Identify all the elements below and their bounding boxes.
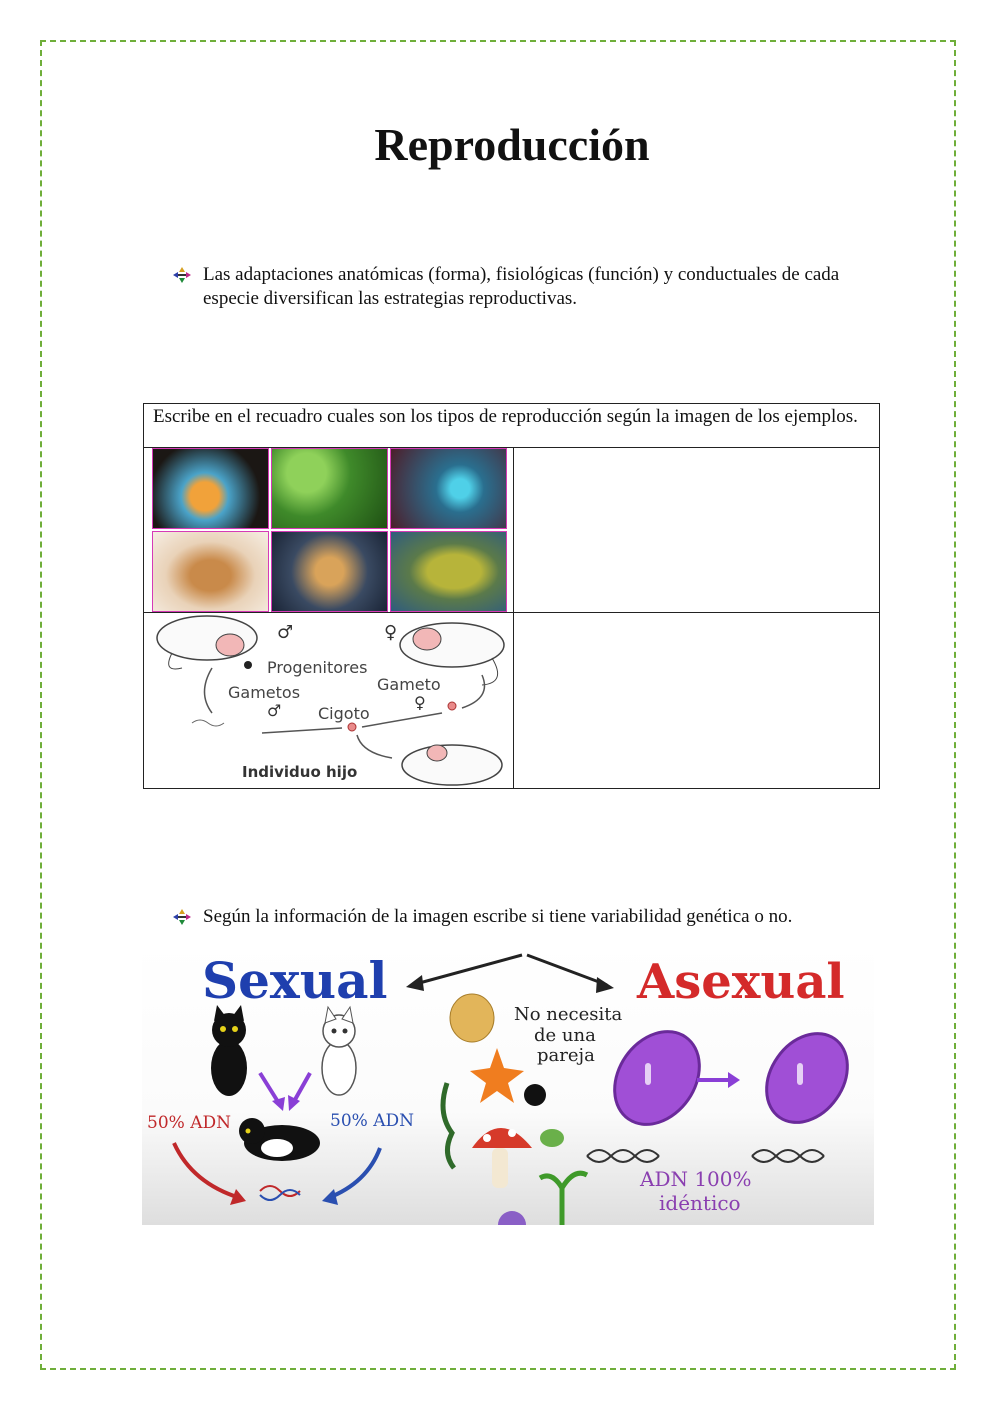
mushroom-icon <box>472 1128 532 1188</box>
no-pareja-line2: de una <box>534 1025 596 1046</box>
label-gametos: Gametos <box>228 683 301 702</box>
mouse-offspring-icon <box>402 745 502 785</box>
examples-table <box>143 403 880 789</box>
starfish-icon <box>470 1048 524 1103</box>
dna-left-icon <box>587 1150 659 1162</box>
bullet-text: Según la información de la imagen escribe si tiene variabilidad genética o no. <box>203 906 793 927</box>
male-symbol: ♂ <box>277 622 294 643</box>
female-symbol-gamete: ♀ <box>414 693 426 712</box>
plant-photo <box>271 448 388 529</box>
no-pareja-line1: No necesita <box>514 1004 623 1025</box>
table-instruction: Escribe en el recuadro cuales son los tipos de reproducción según la imagen de los ejemplos. <box>144 404 880 448</box>
label-cigoto: Cigoto <box>318 704 370 723</box>
male-symbol-gamete: ♂ <box>267 701 282 720</box>
kitten-icon <box>239 1118 320 1161</box>
adn-100-line1: ADN 100% <box>640 1167 752 1191</box>
sexual-example-cell <box>144 613 514 789</box>
bullet-arrow-icon <box>172 266 192 284</box>
bacteria-photo <box>390 448 507 529</box>
black-cat-icon <box>211 1005 247 1096</box>
bullet-adaptaciones <box>172 263 882 311</box>
leaf-icon <box>540 1129 564 1147</box>
female-symbol-top: ♀ <box>384 622 398 643</box>
page-title: Reproducción <box>374 119 650 170</box>
adn-right-label: 50% ADN <box>330 1111 414 1131</box>
organism-photo-grid <box>152 448 505 612</box>
label-individuo-hijo: Individuo hijo <box>242 763 358 781</box>
hydra-photo <box>152 448 269 529</box>
amoeba-photo <box>271 531 388 612</box>
label-progenitores: Progenitores <box>267 658 368 677</box>
sexual-heading: Sexual <box>202 951 388 1010</box>
bullet-text: Las adaptaciones anatómicas (forma), fisiológicas (función) y conductuales de cada especie diversifican las estrategias reproductivas. <box>203 264 840 309</box>
planaria-photo <box>152 531 269 612</box>
euglena-photo <box>390 531 507 612</box>
urchin-icon <box>524 1084 546 1106</box>
dna-icon <box>260 1186 300 1200</box>
sponge-icon <box>450 994 494 1042</box>
adn-100-line2: idéntico <box>659 1191 741 1215</box>
label-gameto: Gameto <box>377 675 441 694</box>
bullet-variabilidad <box>172 905 882 929</box>
dna-right-icon <box>752 1150 824 1162</box>
sprout-icon <box>540 1173 587 1225</box>
answer-box-1[interactable] <box>514 448 880 613</box>
sexual-vs-asexual-illustration <box>142 943 874 1225</box>
asexual-examples-cell <box>144 448 514 613</box>
answer-box-2[interactable] <box>514 613 880 789</box>
adn-left-label: 50% ADN <box>147 1113 231 1133</box>
seaweed-icon <box>443 1083 454 1168</box>
mouse-male-icon <box>157 616 257 669</box>
bacteria-right-icon <box>750 1018 864 1138</box>
asexual-heading: Asexual <box>637 954 845 1010</box>
no-pareja-line3: pareja <box>537 1045 595 1066</box>
white-cat-icon <box>322 1007 356 1095</box>
mice-reproduction-diagram <box>152 613 507 788</box>
purple-cell-icon <box>498 1211 526 1225</box>
bullet-arrow-icon <box>172 908 192 926</box>
